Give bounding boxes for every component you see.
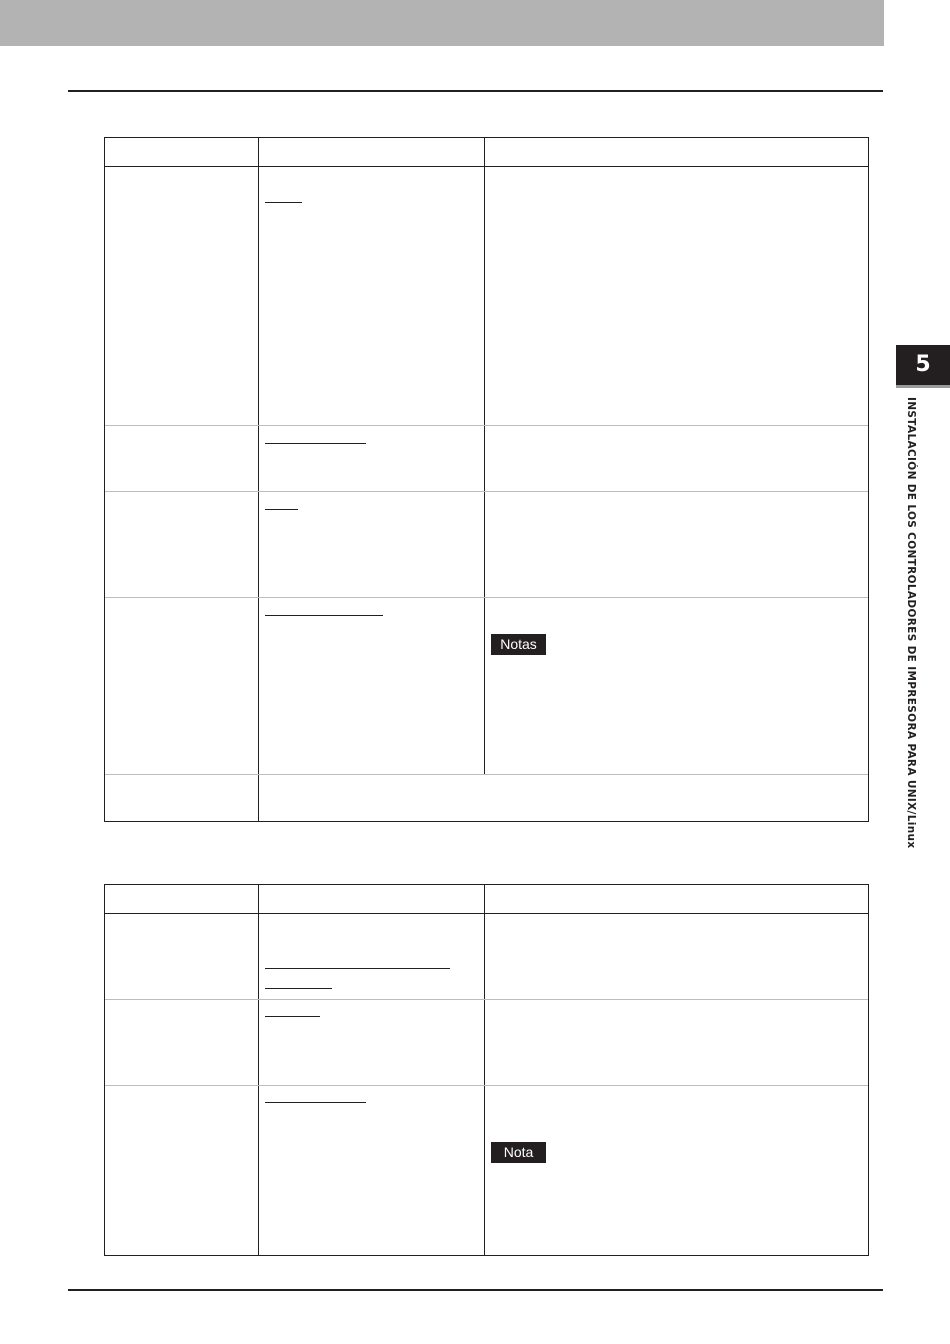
row-divider [105,491,868,492]
header-band [0,0,884,46]
column-divider [258,138,259,822]
notes-badge: Notas [491,634,546,655]
table-header-rule [105,166,868,167]
default-value-underline [265,443,366,444]
default-value-underline [265,509,298,510]
column-divider [484,138,485,774]
settings-table-1 [104,137,869,822]
default-value-underline [265,1102,366,1103]
note-badge: Nota [491,1142,546,1163]
footer-rule [68,1289,883,1291]
column-divider [484,885,485,1256]
table-header-rule [105,913,868,914]
row-divider [105,425,868,426]
default-value-underline [265,968,450,969]
default-value-underline [265,1016,320,1017]
side-chapter-title: INSTALACIÓN DE LOS CONTROLADORES DE IMPRESORA PARA UNIX/Linux [905,397,917,849]
settings-table-2 [104,884,869,1256]
row-divider [105,774,868,775]
header-rule [68,90,883,92]
chapter-number: 5 [915,352,931,377]
chapter-tab-shadow [896,385,950,388]
default-value-underline [265,202,302,203]
row-divider [105,597,868,598]
row-divider [105,1085,868,1086]
default-value-underline [265,615,383,616]
row-divider [105,999,868,1000]
column-divider [258,885,259,1256]
default-value-underline [265,988,332,989]
chapter-tab [896,345,950,385]
